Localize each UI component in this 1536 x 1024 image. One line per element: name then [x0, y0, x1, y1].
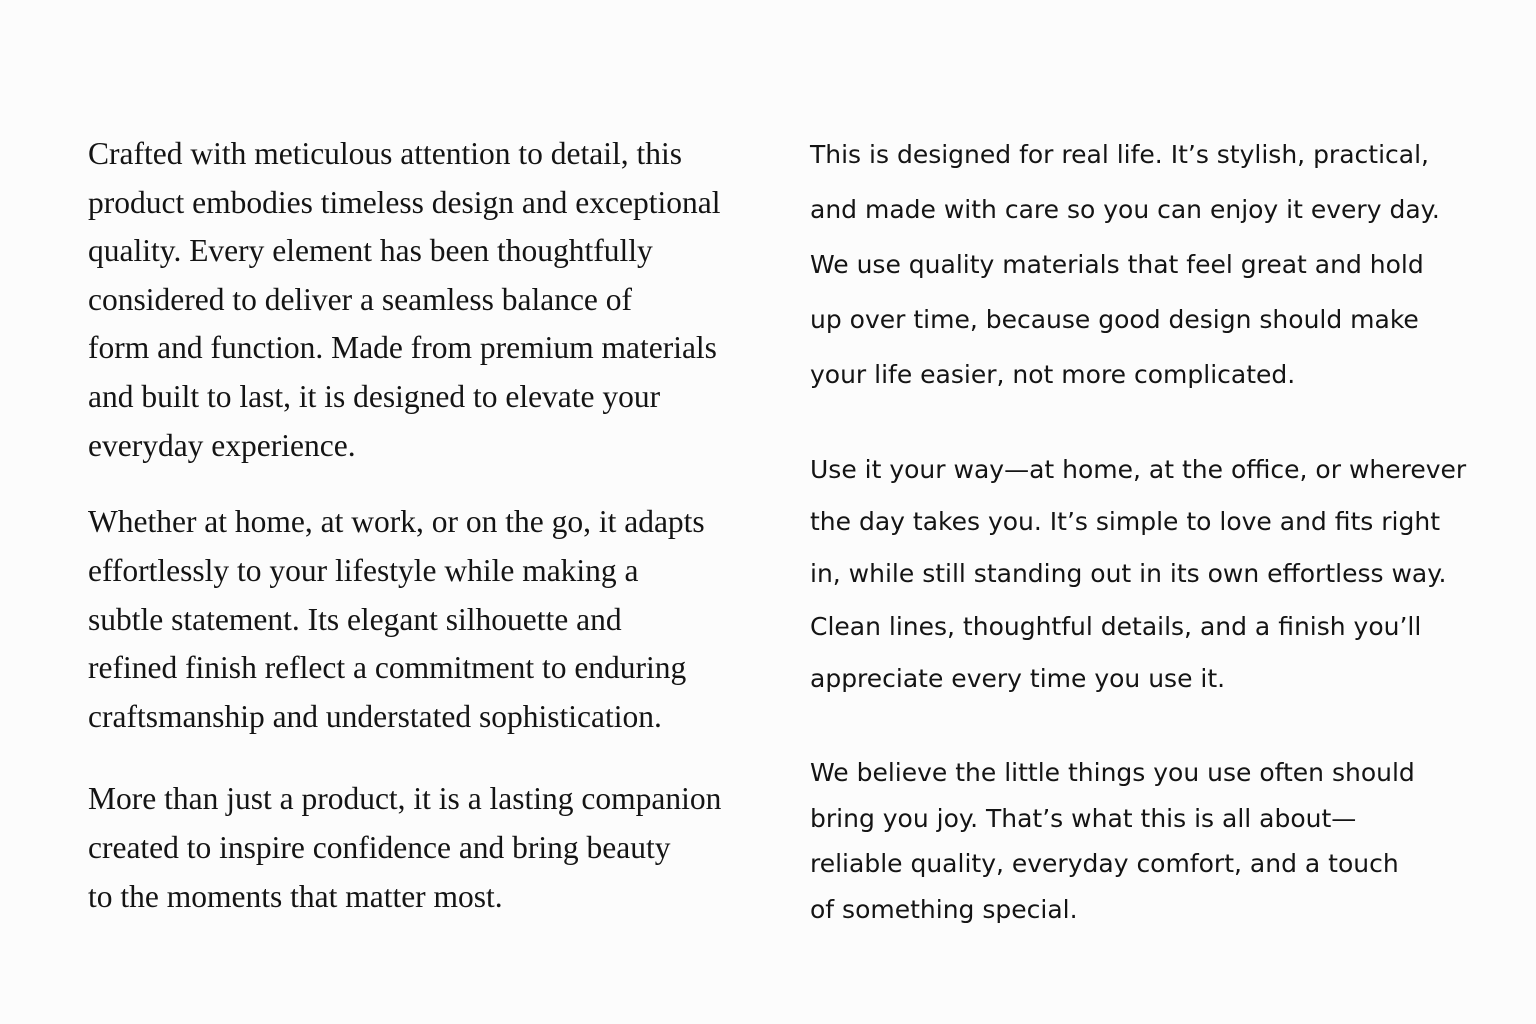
text-line: product embodies timeless design and exceptional [88, 184, 721, 220]
left-paragraph-2 [88, 498, 705, 742]
text-line: Use it your way—at home, at the office, or wherever [810, 455, 1467, 484]
text-line: form and function. Made from premium materials [88, 330, 717, 366]
text-line: effortlessly to your lifestyle while making a [88, 552, 639, 588]
text-line: up over time, because good design should make [810, 305, 1419, 334]
text-line: Whether at home, at work, or on the go, it adapts [88, 504, 705, 539]
left-paragraph-3 [88, 774, 721, 921]
text-line: subtle statement. Its elegant silhouette and [88, 601, 622, 637]
text-line: craftsmanship and understated sophistication. [88, 699, 662, 735]
text-line: created to inspire confidence and bring beauty [88, 830, 671, 865]
text-line: bring you joy. That’s what this is all about— [810, 803, 1357, 833]
text-line: the day takes you. It’s simple to love and fits right [810, 507, 1441, 537]
right-paragraph-1 [810, 127, 1440, 402]
text-line: quality. Every element has been thoughtfully [88, 233, 653, 269]
text-line: appreciate every time you use it. [810, 663, 1226, 693]
text-line: and built to last, it is designed to elevate your [88, 378, 661, 414]
right-paragraph-2 [810, 444, 1466, 705]
text-line: We believe the little things you use often should [810, 758, 1415, 787]
text-line: everyday experience. [88, 427, 356, 463]
text-line: considered to deliver a seamless balance of [88, 281, 633, 317]
text-line: in, while still standing out in its own effortless way. [810, 559, 1447, 589]
text-line: reliable quality, everyday comfort, and a touch [810, 849, 1399, 879]
text-line: More than just a product, it is a lasting companion [88, 781, 722, 816]
text-line: This is designed for real life. It’s stylish, practical, [810, 140, 1429, 169]
text-line: of something special. [810, 894, 1078, 924]
text-line: We use quality materials that feel great and hold [810, 250, 1424, 279]
right-paragraph-3 [810, 750, 1415, 932]
text-line: and made with care so you can enjoy it every day. [810, 195, 1440, 224]
left-paragraph-1 [88, 130, 720, 470]
text-line: your life easier, not more complicated. [810, 360, 1296, 389]
text-line: Crafted with meticulous attention to detail, this [88, 136, 683, 171]
text-line: refined finish reflect a commitment to enduring [88, 650, 687, 686]
text-line: to the moments that matter most. [88, 879, 503, 914]
text-line: Clean lines, thoughtful details, and a finish you’ll [810, 611, 1422, 641]
